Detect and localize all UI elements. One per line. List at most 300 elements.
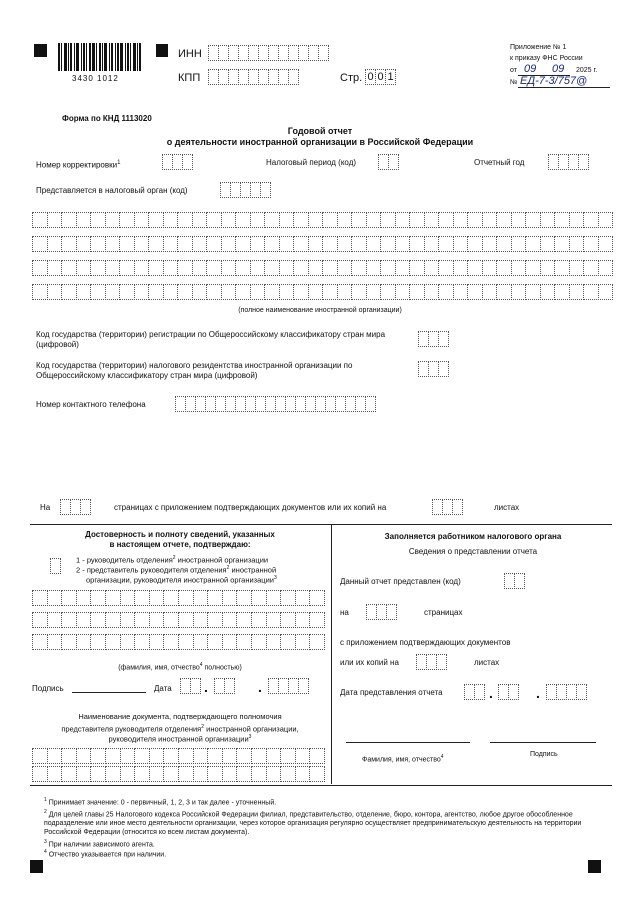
input-cell[interactable] [90,766,106,782]
input-cell[interactable] [221,236,237,252]
input-cell[interactable] [308,236,324,252]
fio-row-3[interactable] [32,634,324,650]
input-cell[interactable] [119,284,135,300]
input-cell[interactable] [496,236,512,252]
input-cell[interactable] [322,236,338,252]
input-cell[interactable] [293,260,309,276]
input-cell[interactable] [76,590,92,606]
report-year-cells[interactable] [548,154,588,170]
input-cell[interactable] [192,260,208,276]
input-cell[interactable] [279,212,295,228]
input-cell[interactable] [322,260,338,276]
input-cell[interactable] [293,212,309,228]
input-cell[interactable] [266,634,282,650]
input-cell[interactable] [134,612,150,628]
input-cell[interactable] [149,766,165,782]
input-cell[interactable] [554,260,570,276]
doc-row-2[interactable] [32,766,324,782]
appendix-number: ЕД-7-3/757@ [520,75,588,87]
input-cell[interactable] [351,236,367,252]
staff-fio-label: Фамилия, имя, отчество$^4$ [362,754,444,764]
input-cell[interactable] [32,612,48,628]
input-cell[interactable] [207,634,223,650]
input-cell[interactable] [236,612,252,628]
input-cell[interactable] [105,748,121,764]
page-cells[interactable] [365,69,395,85]
input-cell[interactable] [76,612,92,628]
input-cell[interactable] [119,212,135,228]
input-cell[interactable] [337,284,353,300]
input-cell[interactable] [149,590,165,606]
input-cell[interactable] [76,634,92,650]
input-cell[interactable] [250,260,266,276]
input-cell[interactable] [293,236,309,252]
submitted-day-cells[interactable] [464,684,484,700]
input-cell[interactable] [90,212,106,228]
input-cell[interactable] [554,212,570,228]
input-cell[interactable] [163,634,179,650]
input-cell[interactable] [61,284,77,300]
submitted-year-cells[interactable] [546,684,586,700]
input-cell[interactable] [496,212,512,228]
input-cell[interactable] [540,236,556,252]
input-cell[interactable] [395,236,411,252]
input-cell[interactable] [119,236,135,252]
input-cell[interactable] [438,284,454,300]
input-cell[interactable] [236,634,252,650]
input-cell[interactable] [120,766,136,782]
input-cell[interactable] [309,612,325,628]
input-cell[interactable] [525,212,541,228]
input-cell[interactable] [105,634,121,650]
input-cell[interactable] [76,236,92,252]
input-cell[interactable] [251,634,267,650]
input-cell[interactable] [293,284,309,300]
input-cell[interactable] [467,284,483,300]
input-cell[interactable] [47,212,63,228]
input-cell[interactable] [47,284,63,300]
input-cell[interactable] [453,212,469,228]
input-cell[interactable] [308,284,324,300]
input-cell[interactable] [148,212,164,228]
input-cell[interactable] [309,748,325,764]
input-cell[interactable] [105,612,121,628]
input-cell[interactable] [540,212,556,228]
input-cell[interactable] [148,284,164,300]
input-cell[interactable] [120,612,136,628]
tax-authority-cells[interactable] [220,182,270,198]
input-cell[interactable] [583,236,599,252]
inn-cells[interactable] [208,45,328,61]
input-cell[interactable] [598,212,614,228]
input-cell[interactable] [496,284,512,300]
staff-signature-line[interactable] [490,742,596,743]
input-cell[interactable] [279,284,295,300]
input-cell[interactable] [206,212,222,228]
input-cell[interactable] [554,284,570,300]
input-cell[interactable] [583,212,599,228]
input-cell[interactable] [119,260,135,276]
input-cell[interactable] [467,212,483,228]
input-cell[interactable] [251,612,267,628]
input-cell[interactable] [192,212,208,228]
date-day-cells[interactable] [180,678,200,694]
input-cell[interactable] [366,284,382,300]
org-name-row-3[interactable] [32,260,612,276]
input-cell[interactable] [221,260,237,276]
input-cell[interactable] [380,260,396,276]
input-cell[interactable] [177,260,193,276]
input-cell[interactable] [511,236,527,252]
input-cell[interactable] [236,766,252,782]
input-cell[interactable] [163,766,179,782]
input-cell[interactable] [250,284,266,300]
staff-fio-line[interactable] [346,742,470,743]
input-cell[interactable] [308,212,324,228]
input-cell[interactable] [467,260,483,276]
input-cell[interactable] [105,236,121,252]
tax-period-label: Налоговый период (код) [266,158,357,167]
input-cell[interactable] [337,212,353,228]
org-name-row-1[interactable] [32,212,612,228]
input-cell[interactable] [105,766,121,782]
input-cell[interactable] [264,260,280,276]
input-cell[interactable] [569,236,585,252]
input-cell[interactable] [134,236,150,252]
input-cell[interactable] [32,260,48,276]
input-cell[interactable] [266,766,282,782]
input-cell[interactable] [598,260,614,276]
input-cell[interactable] [598,284,614,300]
input-cell[interactable] [134,748,150,764]
input-cell[interactable] [351,212,367,228]
input-cell[interactable] [583,284,599,300]
sheets-cells[interactable] [432,499,462,515]
input-cell[interactable] [178,590,194,606]
input-cell[interactable] [207,766,223,782]
input-cell[interactable] [424,260,440,276]
input-cell[interactable] [61,590,77,606]
input-cell[interactable] [569,284,585,300]
input-cell[interactable] [236,590,252,606]
input-cell[interactable] [525,284,541,300]
input-cell[interactable] [438,236,454,252]
input-cell[interactable] [540,260,556,276]
input-cell[interactable] [163,748,179,764]
input-cell[interactable] [90,284,106,300]
input-cell[interactable] [90,634,106,650]
input-cell[interactable] [90,612,106,628]
input-cell[interactable] [76,284,92,300]
doc-row-1[interactable] [32,748,324,764]
input-cell[interactable] [32,284,48,300]
input-cell[interactable] [525,236,541,252]
country-registration-cells[interactable] [418,331,448,347]
input-cell[interactable] [134,590,150,606]
input-cell[interactable] [598,236,614,252]
input-cell[interactable] [148,260,164,276]
input-cell[interactable] [322,284,338,300]
input-cell[interactable] [424,212,440,228]
input-cell[interactable] [149,612,165,628]
input-cell[interactable] [511,284,527,300]
input-cell[interactable] [32,212,48,228]
input-cell[interactable] [309,766,325,782]
input-cell[interactable] [207,612,223,628]
input-cell[interactable] [554,236,570,252]
org-name-row-2[interactable] [32,236,612,252]
input-cell[interactable] [308,260,324,276]
input-cell[interactable] [251,590,267,606]
input-cell[interactable] [511,212,527,228]
input-cell[interactable] [424,284,440,300]
input-cell[interactable] [337,236,353,252]
tax-period-cells[interactable] [378,154,398,170]
country-residency-cells[interactable] [418,361,448,377]
input-cell[interactable] [409,284,425,300]
pages-cells[interactable] [60,499,90,515]
input-cell[interactable] [105,260,121,276]
input-cell[interactable] [61,612,77,628]
input-cell[interactable] [309,590,325,606]
input-cell[interactable] [61,212,77,228]
input-cell[interactable] [295,748,311,764]
input-cell[interactable] [235,260,251,276]
input-cell[interactable] [309,634,325,650]
date-year-cells[interactable] [268,678,308,694]
input-cell[interactable] [251,766,267,782]
input-cell[interactable] [221,284,237,300]
input-cell[interactable] [32,766,48,782]
input-cell[interactable] [134,634,150,650]
input-cell[interactable] [496,260,512,276]
input-cell[interactable] [192,236,208,252]
staff-sheets-label: листах [474,658,500,667]
input-cell[interactable] [438,212,454,228]
input-cell[interactable] [177,212,193,228]
input-cell[interactable] [177,236,193,252]
input-cell[interactable] [569,212,585,228]
input-cell[interactable] [193,612,209,628]
input-cell[interactable] [90,590,106,606]
input-cell[interactable] [482,284,498,300]
input-cell[interactable] [134,284,150,300]
input-cell[interactable] [148,236,164,252]
input-cell[interactable] [351,284,367,300]
input-cell[interactable] [120,634,136,650]
input-cell[interactable] [280,748,296,764]
input-cell[interactable] [149,748,165,764]
input-cell[interactable] [163,236,179,252]
input-cell[interactable] [193,766,209,782]
input-cell[interactable] [511,260,527,276]
input-cell[interactable] [61,766,77,782]
input-cell[interactable] [134,212,150,228]
input-cell[interactable] [120,590,136,606]
input-cell[interactable] [221,212,237,228]
input-cell[interactable] [279,260,295,276]
input-cell[interactable] [76,766,92,782]
date-month-cells[interactable] [214,678,234,694]
input-cell[interactable] [525,260,541,276]
input-cell[interactable] [134,260,150,276]
input-cell[interactable] [193,634,209,650]
input-cell[interactable] [61,634,77,650]
input-cell[interactable] [280,612,296,628]
input-cell[interactable] [32,748,48,764]
submitted-code-cells[interactable] [504,573,524,589]
input-cell[interactable] [569,260,585,276]
input-cell[interactable] [453,284,469,300]
input-cell[interactable] [61,236,77,252]
input-cell[interactable] [235,284,251,300]
input-cell[interactable] [193,590,209,606]
input-cell[interactable] [295,590,311,606]
input-cell[interactable] [47,612,63,628]
input-cell[interactable] [424,236,440,252]
input-cell[interactable] [76,748,92,764]
input-cell[interactable] [222,634,238,650]
input-cell[interactable] [380,236,396,252]
input-cell[interactable] [76,260,92,276]
kpp-cells[interactable] [208,69,298,85]
input-cell[interactable] [295,612,311,628]
input-cell[interactable] [178,766,194,782]
input-cell[interactable] [90,260,106,276]
input-cell[interactable] [395,260,411,276]
input-cell[interactable] [264,212,280,228]
input-cell[interactable] [47,590,63,606]
input-cell[interactable] [120,748,136,764]
input-cell[interactable] [235,236,251,252]
input-cell[interactable] [395,284,411,300]
page-digit-1: 0 [365,69,376,85]
input-cell[interactable] [322,212,338,228]
input-cell[interactable] [163,590,179,606]
input-cell[interactable] [163,612,179,628]
input-cell[interactable] [193,748,209,764]
fio-row-1[interactable] [32,590,324,606]
input-cell[interactable] [206,284,222,300]
input-cell[interactable] [61,748,77,764]
fio-row-2[interactable] [32,612,324,628]
input-cell[interactable] [438,260,454,276]
input-cell[interactable] [295,634,311,650]
input-cell[interactable] [279,236,295,252]
input-cell[interactable] [482,260,498,276]
input-cell[interactable] [149,634,165,650]
input-cell[interactable] [453,236,469,252]
input-cell[interactable] [163,212,179,228]
input-cell[interactable] [32,236,48,252]
org-name-row-4[interactable] [32,284,612,300]
input-cell[interactable] [76,212,92,228]
input-cell[interactable] [90,748,106,764]
input-cell[interactable] [163,284,179,300]
input-cell[interactable] [222,748,238,764]
input-cell[interactable] [207,748,223,764]
input-cell[interactable] [250,236,266,252]
country-registration-label: Код государства (территории) регистрации по Общероссийскому классификатору стран мира (цифровой) [36,330,386,349]
correction-number-cells[interactable] [162,154,192,170]
input-cell[interactable] [409,212,425,228]
input-cell[interactable] [295,766,311,782]
input-cell[interactable] [453,260,469,276]
input-cell[interactable] [47,236,63,252]
input-cell[interactable] [266,748,282,764]
input-cell[interactable] [366,260,382,276]
input-cell[interactable] [32,634,48,650]
input-cell[interactable] [105,212,121,228]
input-cell[interactable] [222,612,238,628]
input-cell[interactable] [250,212,266,228]
input-cell[interactable] [61,260,77,276]
input-cell[interactable] [90,236,106,252]
input-cell[interactable] [163,260,179,276]
input-cell[interactable] [236,748,252,764]
input-cell[interactable] [482,212,498,228]
input-cell[interactable] [222,590,238,606]
input-cell[interactable] [178,634,194,650]
input-cell[interactable] [192,284,208,300]
input-cell[interactable] [207,590,223,606]
input-cell[interactable] [409,260,425,276]
input-cell[interactable] [280,766,296,782]
input-cell[interactable] [222,766,238,782]
input-cell[interactable] [482,236,498,252]
input-cell[interactable] [351,260,367,276]
input-cell[interactable] [266,590,282,606]
signer-type-box[interactable] [50,558,61,574]
input-cell[interactable] [206,260,222,276]
input-cell[interactable] [395,212,411,228]
submitted-month-cells[interactable] [498,684,518,700]
input-cell[interactable] [380,212,396,228]
input-cell[interactable] [366,212,382,228]
input-cell[interactable] [337,260,353,276]
input-cell[interactable] [134,766,150,782]
phone-cells[interactable] [175,396,375,412]
input-cell[interactable] [583,260,599,276]
input-cell[interactable] [280,634,296,650]
staff-pages-cells[interactable] [366,604,396,620]
input-cell[interactable] [47,634,63,650]
input-cell[interactable] [178,748,194,764]
input-cell[interactable] [380,284,396,300]
input-cell[interactable] [105,590,121,606]
input-cell[interactable] [366,236,382,252]
input-cell[interactable] [251,748,267,764]
input-cell[interactable] [264,236,280,252]
input-cell[interactable] [105,284,121,300]
input-cell[interactable] [540,284,556,300]
input-cell[interactable] [409,236,425,252]
input-cell[interactable] [467,236,483,252]
input-cell[interactable] [280,590,296,606]
input-cell[interactable] [266,612,282,628]
input-cell[interactable] [206,236,222,252]
input-cell[interactable] [47,748,63,764]
input-cell[interactable] [32,590,48,606]
input-cell[interactable] [177,284,193,300]
input-cell[interactable] [47,260,63,276]
input-cell[interactable] [47,766,63,782]
input-cell[interactable] [235,212,251,228]
input-cell[interactable] [264,284,280,300]
input-cell[interactable] [178,612,194,628]
signature-line[interactable] [72,692,146,693]
staff-sheets-cells[interactable] [416,654,446,670]
